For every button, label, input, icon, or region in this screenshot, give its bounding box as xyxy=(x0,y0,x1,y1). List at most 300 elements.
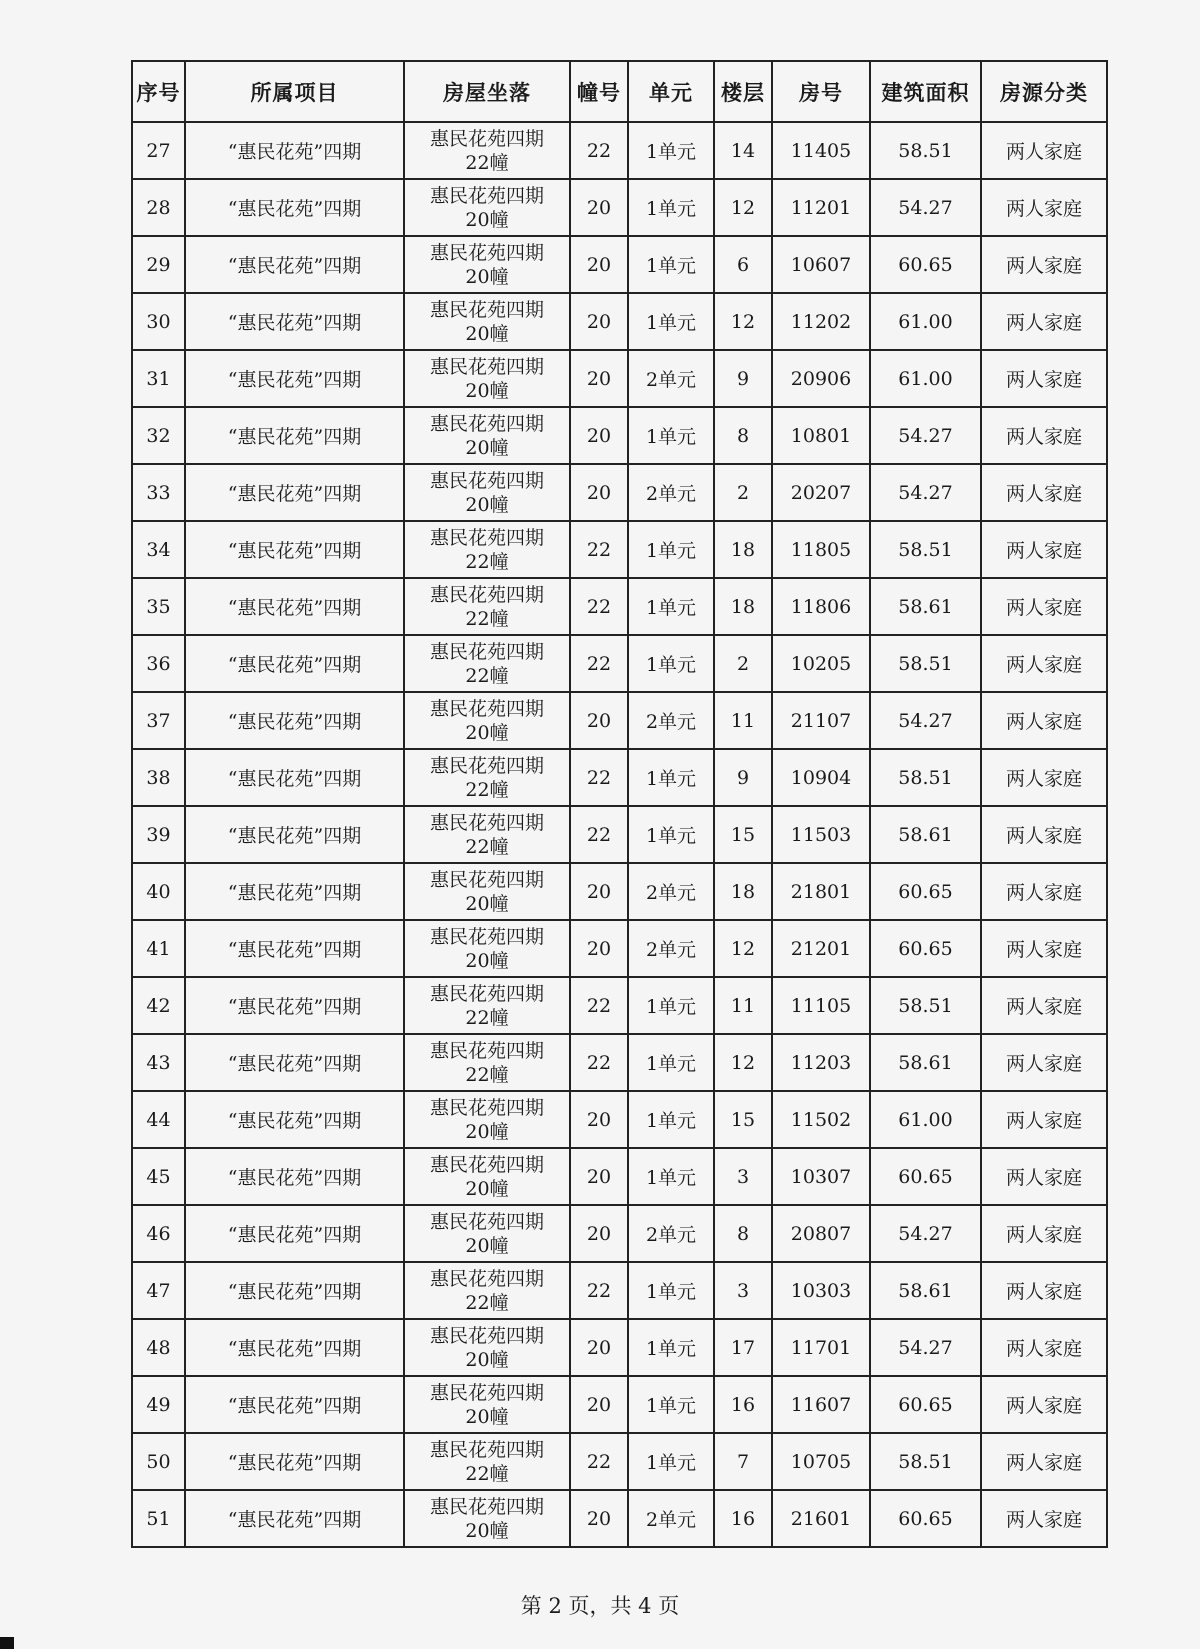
cell-floor: 17 xyxy=(714,1319,772,1376)
cell-building: 20 xyxy=(570,920,628,977)
location-line-2: 20幢 xyxy=(465,322,509,345)
cell-floor: 16 xyxy=(714,1376,772,1433)
cell-unit: 2单元 xyxy=(628,350,714,407)
table-row xyxy=(132,350,1107,407)
cell-location xyxy=(404,179,570,236)
cell-unit: 1单元 xyxy=(628,1262,714,1319)
cell-building: 20 xyxy=(570,350,628,407)
cell-seq: 36 xyxy=(132,635,185,692)
cell-building: 22 xyxy=(570,977,628,1034)
cell-location xyxy=(404,1262,570,1319)
cell-unit: 1单元 xyxy=(628,1376,714,1433)
cell-area: 54.27 xyxy=(870,692,981,749)
cell-category: 两人家庭 xyxy=(981,293,1107,350)
cell-building: 20 xyxy=(570,1205,628,1262)
table-row xyxy=(132,863,1107,920)
cell-category: 两人家庭 xyxy=(981,692,1107,749)
location-line-2: 22幢 xyxy=(465,1462,509,1485)
cell-area: 54.27 xyxy=(870,464,981,521)
cell-floor: 2 xyxy=(714,464,772,521)
cell-location xyxy=(404,521,570,578)
table-row xyxy=(132,977,1107,1034)
cell-project: “惠民花苑”四期 xyxy=(185,920,404,977)
table-row xyxy=(132,407,1107,464)
cell-floor: 3 xyxy=(714,1262,772,1319)
cell-room: 20906 xyxy=(772,350,870,407)
location-line-2: 22幢 xyxy=(465,835,509,858)
cell-location xyxy=(404,806,570,863)
cell-seq: 49 xyxy=(132,1376,185,1433)
cell-building: 22 xyxy=(570,521,628,578)
cell-project: “惠民花苑”四期 xyxy=(185,407,404,464)
cell-building: 22 xyxy=(570,1034,628,1091)
location-line-1: 惠民花苑四期 xyxy=(429,925,544,948)
location-line-2: 20幢 xyxy=(465,1519,509,1542)
cell-unit: 2单元 xyxy=(628,1205,714,1262)
table-row xyxy=(132,1433,1107,1490)
cell-floor: 11 xyxy=(714,692,772,749)
location-line-1: 惠民花苑四期 xyxy=(429,469,544,492)
cell-seq: 28 xyxy=(132,179,185,236)
cell-room: 11202 xyxy=(772,293,870,350)
cell-project: “惠民花苑”四期 xyxy=(185,692,404,749)
cell-seq: 30 xyxy=(132,293,185,350)
cell-project: “惠民花苑”四期 xyxy=(185,350,404,407)
cell-project: “惠民花苑”四期 xyxy=(185,1148,404,1205)
location-line-2: 22幢 xyxy=(465,1006,509,1029)
location-line-2: 20幢 xyxy=(465,1348,509,1371)
cell-project: “惠民花苑”四期 xyxy=(185,1319,404,1376)
cell-category: 两人家庭 xyxy=(981,863,1107,920)
cell-room: 11405 xyxy=(772,122,870,179)
cell-building: 20 xyxy=(570,692,628,749)
location-line-1: 惠民花苑四期 xyxy=(429,184,544,207)
cell-unit: 1单元 xyxy=(628,293,714,350)
location-line-1: 惠民花苑四期 xyxy=(429,1153,544,1176)
cell-floor: 3 xyxy=(714,1148,772,1205)
cell-seq: 44 xyxy=(132,1091,185,1148)
cell-building: 22 xyxy=(570,578,628,635)
cell-project: “惠民花苑”四期 xyxy=(185,179,404,236)
cell-room: 11201 xyxy=(772,179,870,236)
cell-location xyxy=(404,122,570,179)
cell-location xyxy=(404,464,570,521)
cell-category: 两人家庭 xyxy=(981,1490,1107,1547)
cell-unit: 1单元 xyxy=(628,407,714,464)
table-row xyxy=(132,1262,1107,1319)
cell-location xyxy=(404,1319,570,1376)
cell-seq: 48 xyxy=(132,1319,185,1376)
cell-seq: 29 xyxy=(132,236,185,293)
cell-location xyxy=(404,1034,570,1091)
table-row xyxy=(132,122,1107,179)
cell-building: 20 xyxy=(570,464,628,521)
location-line-1: 惠民花苑四期 xyxy=(429,355,544,378)
cell-area: 58.51 xyxy=(870,122,981,179)
cell-floor: 12 xyxy=(714,179,772,236)
cell-location xyxy=(404,1148,570,1205)
table-row xyxy=(132,806,1107,863)
cell-project: “惠民花苑”四期 xyxy=(185,1034,404,1091)
table-row xyxy=(132,749,1107,806)
cell-seq: 50 xyxy=(132,1433,185,1490)
cell-area: 60.65 xyxy=(870,1148,981,1205)
location-line-1: 惠民花苑四期 xyxy=(429,1267,544,1290)
table-row xyxy=(132,1091,1107,1148)
table-row xyxy=(132,920,1107,977)
location-line-2: 20幢 xyxy=(465,1120,509,1143)
cell-room: 11203 xyxy=(772,1034,870,1091)
table-row xyxy=(132,236,1107,293)
table-row xyxy=(132,1205,1107,1262)
location-line-1: 惠民花苑四期 xyxy=(429,1096,544,1119)
cell-location xyxy=(404,920,570,977)
cell-unit: 1单元 xyxy=(628,1091,714,1148)
cell-unit: 2单元 xyxy=(628,464,714,521)
cell-room: 20807 xyxy=(772,1205,870,1262)
table-row xyxy=(132,464,1107,521)
header-seq: 序号 xyxy=(132,61,185,122)
location-line-1: 惠民花苑四期 xyxy=(429,1210,544,1233)
cell-category: 两人家庭 xyxy=(981,350,1107,407)
cell-category: 两人家庭 xyxy=(981,977,1107,1034)
table-row xyxy=(132,692,1107,749)
header-room: 房号 xyxy=(772,61,870,122)
cell-area: 54.27 xyxy=(870,1205,981,1262)
location-line-1: 惠民花苑四期 xyxy=(429,1039,544,1062)
cell-floor: 18 xyxy=(714,521,772,578)
cell-project: “惠民花苑”四期 xyxy=(185,578,404,635)
cell-building: 20 xyxy=(570,179,628,236)
cell-room: 11502 xyxy=(772,1091,870,1148)
cell-location xyxy=(404,578,570,635)
cell-building: 22 xyxy=(570,1433,628,1490)
cell-seq: 39 xyxy=(132,806,185,863)
cell-area: 61.00 xyxy=(870,1091,981,1148)
cell-location xyxy=(404,863,570,920)
location-line-1: 惠民花苑四期 xyxy=(429,298,544,321)
table-row xyxy=(132,179,1107,236)
cell-room: 10705 xyxy=(772,1433,870,1490)
cell-area: 61.00 xyxy=(870,293,981,350)
location-line-2: 20幢 xyxy=(465,1405,509,1428)
cell-area: 54.27 xyxy=(870,1319,981,1376)
cell-room: 11105 xyxy=(772,977,870,1034)
location-line-1: 惠民花苑四期 xyxy=(429,1438,544,1461)
cell-category: 两人家庭 xyxy=(981,407,1107,464)
cell-location xyxy=(404,749,570,806)
cell-building: 20 xyxy=(570,1091,628,1148)
cell-category: 两人家庭 xyxy=(981,1262,1107,1319)
header-project: 所属项目 xyxy=(185,61,404,122)
cell-category: 两人家庭 xyxy=(981,1376,1107,1433)
cell-building: 20 xyxy=(570,863,628,920)
cell-category: 两人家庭 xyxy=(981,1034,1107,1091)
cell-room: 11701 xyxy=(772,1319,870,1376)
cell-floor: 8 xyxy=(714,1205,772,1262)
cell-area: 58.51 xyxy=(870,635,981,692)
table-row xyxy=(132,1148,1107,1205)
location-line-2: 22幢 xyxy=(465,151,509,174)
cell-category: 两人家庭 xyxy=(981,179,1107,236)
location-line-1: 惠民花苑四期 xyxy=(429,640,544,663)
cell-seq: 41 xyxy=(132,920,185,977)
location-line-2: 20幢 xyxy=(465,265,509,288)
table-row xyxy=(132,1319,1107,1376)
cell-unit: 1单元 xyxy=(628,179,714,236)
cell-room: 21201 xyxy=(772,920,870,977)
cell-building: 22 xyxy=(570,749,628,806)
cell-unit: 1单元 xyxy=(628,122,714,179)
location-line-1: 惠民花苑四期 xyxy=(429,127,544,150)
cell-unit: 2单元 xyxy=(628,920,714,977)
cell-floor: 15 xyxy=(714,1091,772,1148)
cell-unit: 1单元 xyxy=(628,578,714,635)
cell-area: 60.65 xyxy=(870,920,981,977)
cell-floor: 7 xyxy=(714,1433,772,1490)
cell-seq: 47 xyxy=(132,1262,185,1319)
table-row xyxy=(132,293,1107,350)
cell-unit: 1单元 xyxy=(628,806,714,863)
cell-floor: 12 xyxy=(714,293,772,350)
cell-floor: 12 xyxy=(714,920,772,977)
cell-building: 20 xyxy=(570,1490,628,1547)
cell-room: 11607 xyxy=(772,1376,870,1433)
cell-project: “惠民花苑”四期 xyxy=(185,806,404,863)
location-line-1: 惠民花苑四期 xyxy=(429,754,544,777)
cell-project: “惠民花苑”四期 xyxy=(185,236,404,293)
cell-floor: 16 xyxy=(714,1490,772,1547)
location-line-2: 20幢 xyxy=(465,1177,509,1200)
cell-room: 10607 xyxy=(772,236,870,293)
cell-category: 两人家庭 xyxy=(981,122,1107,179)
cell-area: 58.61 xyxy=(870,1262,981,1319)
header-floor: 楼层 xyxy=(714,61,772,122)
cell-location xyxy=(404,1205,570,1262)
cell-room: 20207 xyxy=(772,464,870,521)
cell-floor: 8 xyxy=(714,407,772,464)
cell-area: 58.51 xyxy=(870,749,981,806)
cell-area: 60.65 xyxy=(870,863,981,920)
location-line-2: 20幢 xyxy=(465,1234,509,1257)
cell-room: 21107 xyxy=(772,692,870,749)
cell-project: “惠民花苑”四期 xyxy=(185,635,404,692)
cell-floor: 9 xyxy=(714,350,772,407)
cell-unit: 1单元 xyxy=(628,1148,714,1205)
location-line-2: 22幢 xyxy=(465,1063,509,1086)
cell-category: 两人家庭 xyxy=(981,806,1107,863)
cell-floor: 9 xyxy=(714,749,772,806)
location-line-2: 20幢 xyxy=(465,949,509,972)
location-line-2: 22幢 xyxy=(465,1291,509,1314)
cell-floor: 2 xyxy=(714,635,772,692)
location-line-2: 20幢 xyxy=(465,208,509,231)
cell-building: 20 xyxy=(570,1376,628,1433)
cell-unit: 1单元 xyxy=(628,236,714,293)
cell-room: 10801 xyxy=(772,407,870,464)
cell-location xyxy=(404,692,570,749)
cell-location xyxy=(404,635,570,692)
location-line-1: 惠民花苑四期 xyxy=(429,697,544,720)
header-area: 建筑面积 xyxy=(870,61,981,122)
cell-area: 58.61 xyxy=(870,806,981,863)
cell-category: 两人家庭 xyxy=(981,236,1107,293)
cell-category: 两人家庭 xyxy=(981,578,1107,635)
cell-project: “惠民花苑”四期 xyxy=(185,977,404,1034)
cell-seq: 38 xyxy=(132,749,185,806)
cell-seq: 51 xyxy=(132,1490,185,1547)
cell-location xyxy=(404,1490,570,1547)
cell-location xyxy=(404,1433,570,1490)
cell-building: 20 xyxy=(570,1148,628,1205)
cell-seq: 31 xyxy=(132,350,185,407)
cell-unit: 1单元 xyxy=(628,1433,714,1490)
cell-building: 22 xyxy=(570,635,628,692)
cell-unit: 1单元 xyxy=(628,1034,714,1091)
cell-building: 20 xyxy=(570,293,628,350)
cell-seq: 45 xyxy=(132,1148,185,1205)
cell-area: 60.65 xyxy=(870,1376,981,1433)
location-line-1: 惠民花苑四期 xyxy=(429,811,544,834)
cell-floor: 15 xyxy=(714,806,772,863)
cell-building: 22 xyxy=(570,1262,628,1319)
cell-room: 11805 xyxy=(772,521,870,578)
cell-building: 20 xyxy=(570,407,628,464)
location-line-1: 惠民花苑四期 xyxy=(429,1495,544,1518)
cell-room: 10205 xyxy=(772,635,870,692)
cell-seq: 40 xyxy=(132,863,185,920)
cell-seq: 34 xyxy=(132,521,185,578)
location-line-2: 22幢 xyxy=(465,778,509,801)
cell-floor: 12 xyxy=(714,1034,772,1091)
cell-seq: 43 xyxy=(132,1034,185,1091)
header-category: 房源分类 xyxy=(981,61,1107,122)
location-line-2: 20幢 xyxy=(465,892,509,915)
cell-project: “惠民花苑”四期 xyxy=(185,1205,404,1262)
table-body xyxy=(132,122,1107,1547)
cell-seq: 42 xyxy=(132,977,185,1034)
cell-project: “惠民花苑”四期 xyxy=(185,293,404,350)
cell-seq: 32 xyxy=(132,407,185,464)
cell-project: “惠民花苑”四期 xyxy=(185,1091,404,1148)
location-line-2: 20幢 xyxy=(465,493,509,516)
cell-category: 两人家庭 xyxy=(981,1205,1107,1262)
cell-area: 58.51 xyxy=(870,521,981,578)
cell-location xyxy=(404,977,570,1034)
cell-category: 两人家庭 xyxy=(981,1433,1107,1490)
cell-unit: 1单元 xyxy=(628,749,714,806)
cell-project: “惠民花苑”四期 xyxy=(185,1433,404,1490)
cell-floor: 11 xyxy=(714,977,772,1034)
cell-room: 10904 xyxy=(772,749,870,806)
cell-category: 两人家庭 xyxy=(981,1091,1107,1148)
cell-project: “惠民花苑”四期 xyxy=(185,1262,404,1319)
table-header-row xyxy=(132,61,1107,122)
cell-room: 10303 xyxy=(772,1262,870,1319)
cell-project: “惠民花苑”四期 xyxy=(185,1490,404,1547)
cell-seq: 33 xyxy=(132,464,185,521)
cell-building: 20 xyxy=(570,236,628,293)
cell-seq: 46 xyxy=(132,1205,185,1262)
page-footer: 第 2 页，共 4 页 xyxy=(520,1594,680,1618)
table-row xyxy=(132,635,1107,692)
table-row xyxy=(132,521,1107,578)
cell-room: 21601 xyxy=(772,1490,870,1547)
cell-project: “惠民花苑”四期 xyxy=(185,122,404,179)
cell-area: 58.61 xyxy=(870,1034,981,1091)
location-line-2: 20幢 xyxy=(465,436,509,459)
cell-project: “惠民花苑”四期 xyxy=(185,1376,404,1433)
cell-area: 60.65 xyxy=(870,236,981,293)
cell-category: 两人家庭 xyxy=(981,749,1107,806)
cell-floor: 18 xyxy=(714,578,772,635)
location-line-2: 22幢 xyxy=(465,607,509,630)
table-row xyxy=(132,578,1107,635)
location-line-1: 惠民花苑四期 xyxy=(429,583,544,606)
cell-unit: 1单元 xyxy=(628,1319,714,1376)
location-line-2: 20幢 xyxy=(465,721,509,744)
cell-building: 22 xyxy=(570,806,628,863)
cell-area: 58.61 xyxy=(870,578,981,635)
cell-area: 60.65 xyxy=(870,1490,981,1547)
cell-room: 10307 xyxy=(772,1148,870,1205)
location-line-1: 惠民花苑四期 xyxy=(429,1324,544,1347)
cell-unit: 2单元 xyxy=(628,692,714,749)
cell-building: 22 xyxy=(570,122,628,179)
location-line-2: 22幢 xyxy=(465,550,509,573)
cell-unit: 2单元 xyxy=(628,1490,714,1547)
table-row xyxy=(132,1376,1107,1433)
cell-location xyxy=(404,350,570,407)
cell-seq: 35 xyxy=(132,578,185,635)
location-line-1: 惠民花苑四期 xyxy=(429,526,544,549)
cell-unit: 1单元 xyxy=(628,635,714,692)
table-row xyxy=(132,1490,1107,1547)
cell-room: 11806 xyxy=(772,578,870,635)
location-line-1: 惠民花苑四期 xyxy=(429,868,544,891)
cell-area: 58.51 xyxy=(870,1433,981,1490)
cell-floor: 18 xyxy=(714,863,772,920)
cell-location xyxy=(404,236,570,293)
location-line-1: 惠民花苑四期 xyxy=(429,241,544,264)
cell-category: 两人家庭 xyxy=(981,521,1107,578)
header-unit: 单元 xyxy=(628,61,714,122)
cell-room: 21801 xyxy=(772,863,870,920)
cell-area: 54.27 xyxy=(870,407,981,464)
header-building: 幢号 xyxy=(570,61,628,122)
scan-corner-mark xyxy=(0,1637,14,1649)
table-row xyxy=(132,1034,1107,1091)
cell-building: 20 xyxy=(570,1319,628,1376)
cell-category: 两人家庭 xyxy=(981,635,1107,692)
cell-floor: 14 xyxy=(714,122,772,179)
cell-floor: 6 xyxy=(714,236,772,293)
cell-location xyxy=(404,293,570,350)
cell-project: “惠民花苑”四期 xyxy=(185,464,404,521)
cell-project: “惠民花苑”四期 xyxy=(185,863,404,920)
cell-area: 58.51 xyxy=(870,977,981,1034)
cell-category: 两人家庭 xyxy=(981,1319,1107,1376)
location-line-1: 惠民花苑四期 xyxy=(429,982,544,1005)
cell-area: 61.00 xyxy=(870,350,981,407)
location-line-1: 惠民花苑四期 xyxy=(429,412,544,435)
location-line-1: 惠民花苑四期 xyxy=(429,1381,544,1404)
cell-project: “惠民花苑”四期 xyxy=(185,521,404,578)
location-line-2: 22幢 xyxy=(465,664,509,687)
cell-seq: 27 xyxy=(132,122,185,179)
cell-area: 54.27 xyxy=(870,179,981,236)
cell-location xyxy=(404,1091,570,1148)
